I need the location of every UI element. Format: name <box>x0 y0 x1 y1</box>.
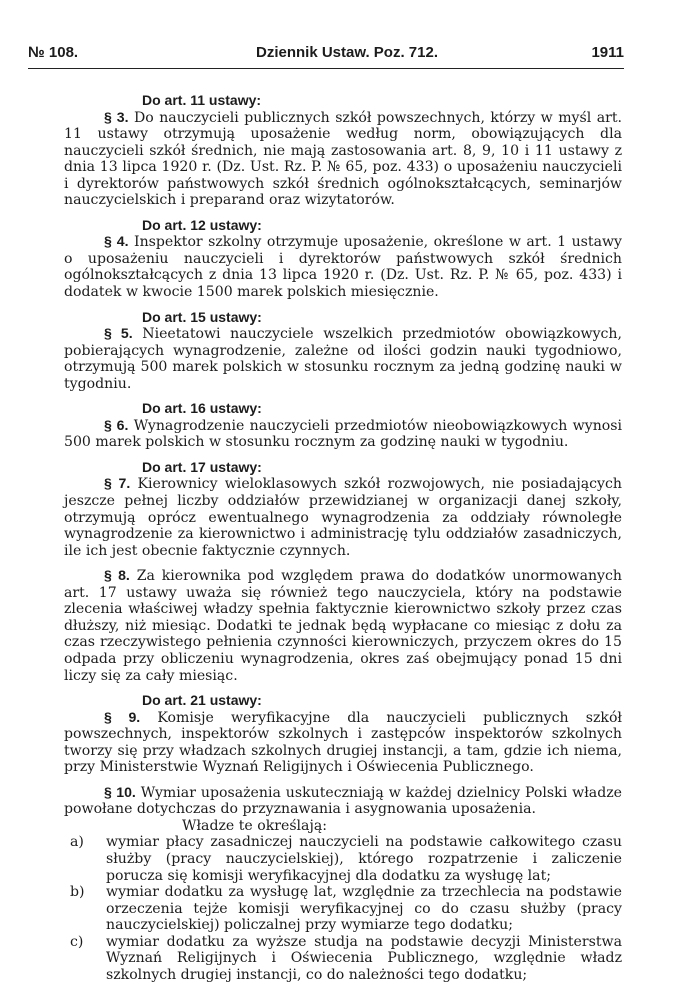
item-label: c) <box>70 933 84 950</box>
paragraph-3 <box>64 109 622 209</box>
paragraph-8 <box>64 567 622 684</box>
list-item-b <box>64 884 622 934</box>
paragraph-text: Kierownicy wieloklasowych szkół rozwojowych, nie posiadających jeszcze pełnej liczby oddziałów przewidzianej w organizacji danej szkoły, otrzymują oprócz ewentualnego wynagrodzenia za oddziały równoległe wynagrodzenie za kierownictwo i administrację tylu oddziałów zasadniczych, ile ich jest obecnie faktycznie czynnych. <box>64 476 622 559</box>
section-heading: Do art. 12 ustawy: <box>142 216 262 233</box>
paragraph-5 <box>64 325 622 392</box>
paragraph-number: § 9. <box>104 708 141 725</box>
paragraph-text: Wynagrodzenie nauczycieli przedmiotów nieobowiązkowych wynosi 500 marek polskich w stosunku rocznym za godzinę nauki w tygodniu. <box>64 417 623 451</box>
journal-title: Dziennik Ustaw. Poz. 712. <box>256 44 438 61</box>
item-text: wymiar dodatku za wyższe studja na podstawie decyzji Ministerstwa Wyznań Religijnych i Oświecenia Publicznego, względnie władz szkolnych drugiej instancji, co do należności tego dodatku; <box>106 933 622 983</box>
section-heading: Do art. 17 ustawy: <box>142 458 262 475</box>
item-text: wymiar dodatku za wysługę lat, względnie za trzechlecia na podstawie orzeczenia tejże komisji weryfikacyjnej co do czasu służby (pracy nauczycielskiej) policzalnej przy wymiarze tego dodatku; <box>106 884 622 934</box>
paragraph-number: § 3. <box>104 108 129 125</box>
paragraph-text: Za kierownika pod względem prawa do dodatków unormowanych art. 17 ustawy uważa się również tego nauczyciela, który na podstawie zlecenia właściwej władzy spełnia faktycznie kierownictwo szkoły przez czas dłuższy, niż miesiąc. Dodatki te jednak będą wypłacane co miesiąc z dołu za czas rzeczywistego pełnienia czynności kierowniczych, przyczem okres do 15 odpada przy obliczeniu wynagrodzenia, okres zaś obejmujący ponad 15 dni liczy się za cały miesiąc. <box>64 568 622 684</box>
paragraph-6 <box>64 417 622 451</box>
issue-number: № 108. <box>28 44 79 61</box>
list-item-c <box>64 934 622 984</box>
paragraph-number: § 5. <box>104 325 133 342</box>
section-heading: Do art. 16 ustawy: <box>142 400 262 417</box>
paragraph-text: Wymiar uposażenia uskuteczniają w każdej dzielnicy Polski władze powołane dotychczas do przyznawania i asygnowania uposażenia. <box>64 784 622 818</box>
item-label: b) <box>70 884 85 901</box>
page-header <box>28 44 624 66</box>
paragraph-number: § 6. <box>104 416 129 433</box>
paragraph-number: § 4. <box>104 233 129 250</box>
section-heading: Do art. 11 ustawy: <box>142 92 262 108</box>
list-item-a <box>64 834 622 884</box>
document-body <box>64 92 622 983</box>
header-rule <box>28 68 624 69</box>
paragraph-10 <box>64 784 622 818</box>
paragraph-text: Komisje weryfikacyjne dla nauczycieli publicznych szkół powszechnych, inspektorów szkolnych i zastępców inspektorów szkolnych tworzy się przy władzach szkolnych drugiej instancji, a tam, gdzie ich niema, przy Ministerstwie Wyznań Religijnych i Oświecenia Publicznego. <box>64 709 622 776</box>
page-number: 1911 <box>591 44 624 61</box>
paragraph-number: § 7. <box>104 475 131 492</box>
paragraph-number: § 8. <box>104 567 130 584</box>
list-intro: Władze te określają: <box>182 817 327 834</box>
paragraph-number: § 10. <box>104 783 136 800</box>
paragraph-text: Nieetatowi nauczyciele wszelkich przedmiotów obowiązkowych, pobierających wynagrodzenie, zależne od ilości godzin nauki tygodniowo, otrzymują 500 marek polskich w stosunku rocznym za jedną godzinę nauki w tygodniu. <box>64 326 622 392</box>
paragraph-7 <box>64 475 622 559</box>
paragraph-text: Do nauczycieli publicznych szkół powszechnych, którzy w myśl art. 11 ustawy otrzymują uposażenie według norm, obowiązujących dla nauczycieli szkół średnich, nie mają zastosowania art. 8, 9, 10 i 11 ustawy z dnia 13 lipca 1920 r. (Dz. Ust. Rz. P. № 65, poz. 433) o uposażeniu nauczycieli i dyrektorów państwowych szkół średnich ogólnokształcących, seminarjów nauczycielskich i preparand oraz wizytatorów. <box>64 109 622 209</box>
item-text: wymiar płacy zasadniczej nauczycieli na podstawie całkowitego czasu służby (pracy nauczycielskiej), którego rozpatrzenie i zaliczenie porucza się komisji weryfikacyjnej dla dodatku za wysługę lat; <box>106 834 622 884</box>
section-heading: Do art. 21 ustawy: <box>142 692 262 709</box>
paragraph-9 <box>64 709 622 776</box>
paragraph-text: Inspektor szkolny otrzymuje uposażenie, określone w art. 1 ustawy o uposażeniu nauczycieli i dyrektorów państwowych szkół średnich ogólnokształcących z dnia 13 lipca 1920 r. (Dz. Ust. Rz. P. № 65, poz. 433) i dodatek w kwocie 1500 marek polskich miesięcznie. <box>64 234 623 301</box>
item-label: a) <box>70 834 84 851</box>
section-heading: Do art. 15 ustawy: <box>142 308 262 325</box>
paragraph-4 <box>64 233 622 300</box>
